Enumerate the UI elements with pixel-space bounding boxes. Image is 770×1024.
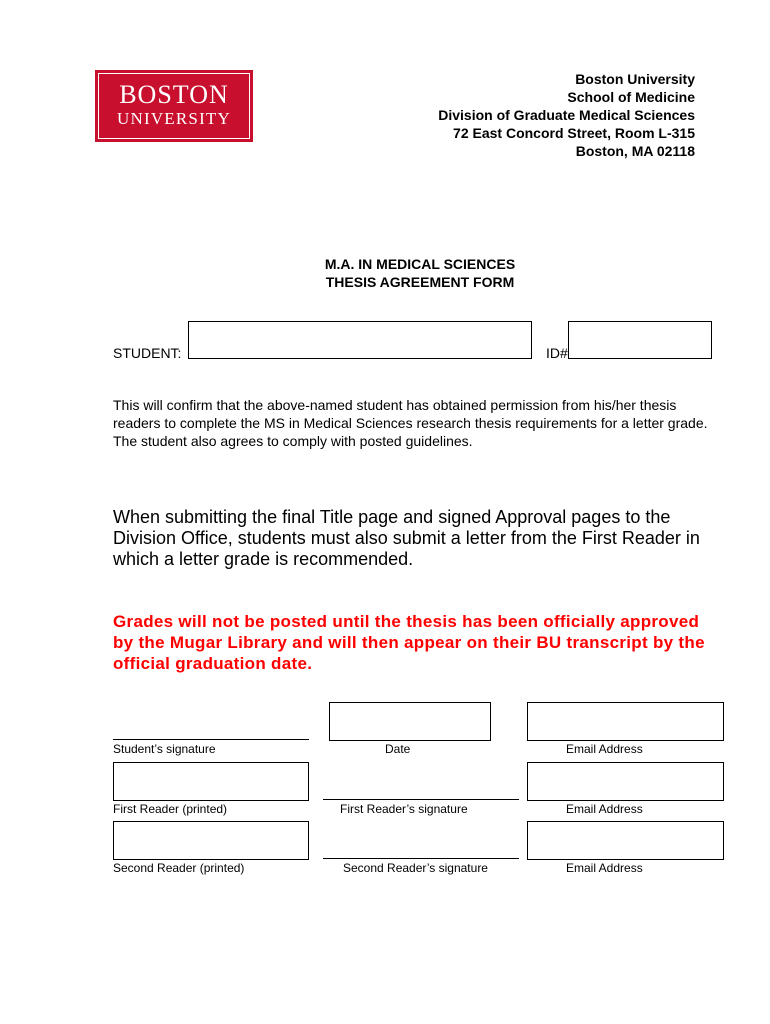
address-line: School of Medicine [567,89,695,105]
student-email-label: Email Address [566,742,643,756]
first-reader-email-label: Email Address [566,802,643,816]
second-reader-signature-line[interactable] [323,858,519,859]
logo-line-1: BOSTON [119,80,229,109]
second-reader-email-field[interactable] [527,821,724,860]
student-signature-line[interactable] [113,739,309,740]
confirmation-paragraph: This will confirm that the above-named student has obtained permission from his/her thesis readers to complete the MS in Medical Sciences research thesis requirements for a letter grade. The student also agrees to comply with posted guidelines. [113,397,708,449]
second-reader-printed-field[interactable] [113,821,309,860]
boston-university-logo [95,70,253,142]
first-reader-signature-label: First Reader’s signature [340,802,468,816]
student-signature-label: Student’s signature [113,742,216,756]
student-name-field[interactable] [188,321,532,359]
first-reader-printed-field[interactable] [113,762,309,801]
student-label: STUDENT: [113,345,182,361]
submission-paragraph: When submitting the final Title page and signed Approval pages to the Division Office, students must also submit a letter from the First Reader in which a letter grade is recommended. [113,507,700,569]
date-field[interactable] [329,702,491,741]
logo-line-2: UNIVERSITY [117,109,231,128]
warning-paragraph: Grades will not be posted until the thesis has been officially approved by the Mugar Library and will then appear on their BU transcript by the official graduation date. [113,612,705,673]
first-reader-printed-label: First Reader (printed) [113,802,228,816]
second-reader-printed-label: Second Reader (printed) [113,861,245,875]
first-reader-signature-line[interactable] [323,799,519,800]
second-reader-signature-label: Second Reader’s signature [343,861,488,875]
address-block [438,70,695,160]
first-reader-email-field[interactable] [527,762,724,801]
form-title-line-2: THESIS AGREEMENT FORM [325,274,515,290]
id-label: ID# [546,345,568,361]
address-line: Boston University [575,71,695,87]
address-line: Division of Graduate Medical Sciences [438,107,695,123]
date-label: Date [385,742,411,756]
student-id-field[interactable] [568,321,712,359]
second-reader-email-label: Email Address [566,861,643,875]
form-title-line-1: M.A. IN MEDICAL SCIENCES [324,256,516,272]
form-title [0,255,770,291]
student-email-field[interactable] [527,702,724,741]
address-line: Boston, MA 02118 [575,143,695,159]
address-line: 72 East Concord Street, Room L-315 [453,125,695,141]
